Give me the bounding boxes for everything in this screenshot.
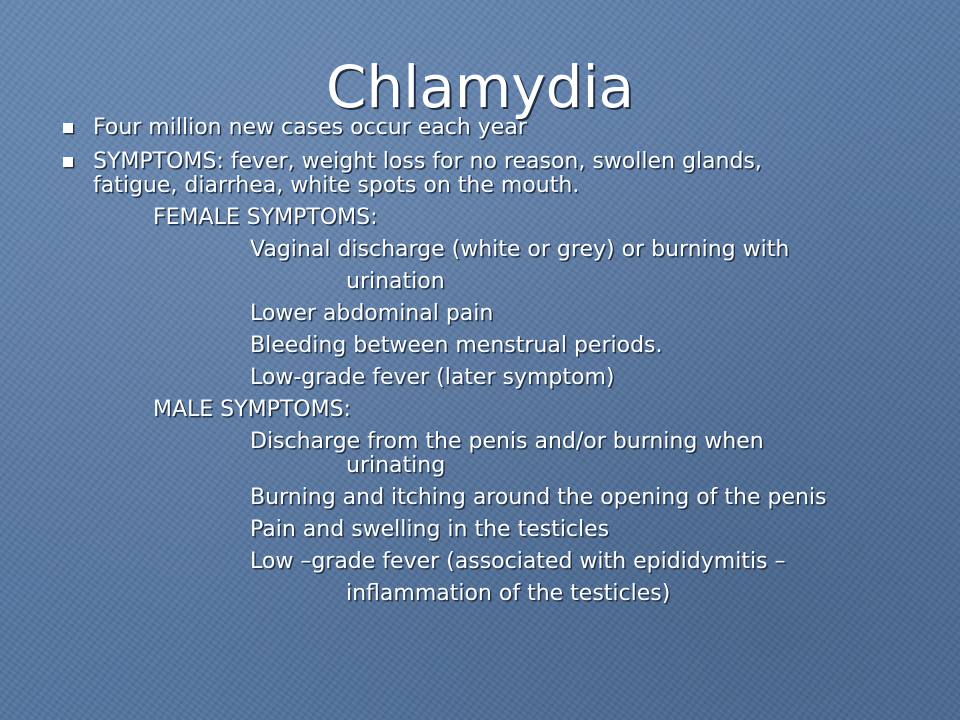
male-symptom-line: Discharge from the penis and/or burning when	[250, 429, 764, 454]
male-symptom-line: urinating	[346, 453, 446, 478]
female-symptom-line: Vaginal discharge (white or grey) or burning with	[250, 237, 790, 262]
male-symptom-line: inflammation of the testicles)	[346, 581, 671, 606]
bullet-marker	[63, 157, 73, 167]
male-symptoms-heading: MALE SYMPTOMS:	[153, 397, 351, 422]
male-symptom-line: Low –grade fever (associated with epididymitis –	[250, 549, 786, 574]
female-symptom-line: Lower abdominal pain	[250, 301, 494, 326]
male-symptom-line: Pain and swelling in the testicles	[250, 517, 610, 542]
bullet-line: SYMPTOMS: fever, weight loss for no reason, swollen glands,	[93, 149, 762, 174]
female-symptom-line: urination	[346, 269, 445, 294]
female-symptom-line: Bleeding between menstrual periods.	[250, 333, 663, 358]
slide-title: Chlamydia	[325, 53, 635, 121]
bullet-line: fatigue, diarrhea, white spots on the mouth.	[93, 173, 580, 198]
male-symptom-line: Burning and itching around the opening of the penis	[250, 485, 827, 510]
female-symptom-line: Low-grade fever (later symptom)	[250, 365, 615, 390]
bullet-line: Four million new cases occur each year	[93, 115, 527, 140]
bullet-marker	[63, 123, 73, 133]
female-symptoms-heading: FEMALE SYMPTOMS:	[153, 205, 378, 230]
